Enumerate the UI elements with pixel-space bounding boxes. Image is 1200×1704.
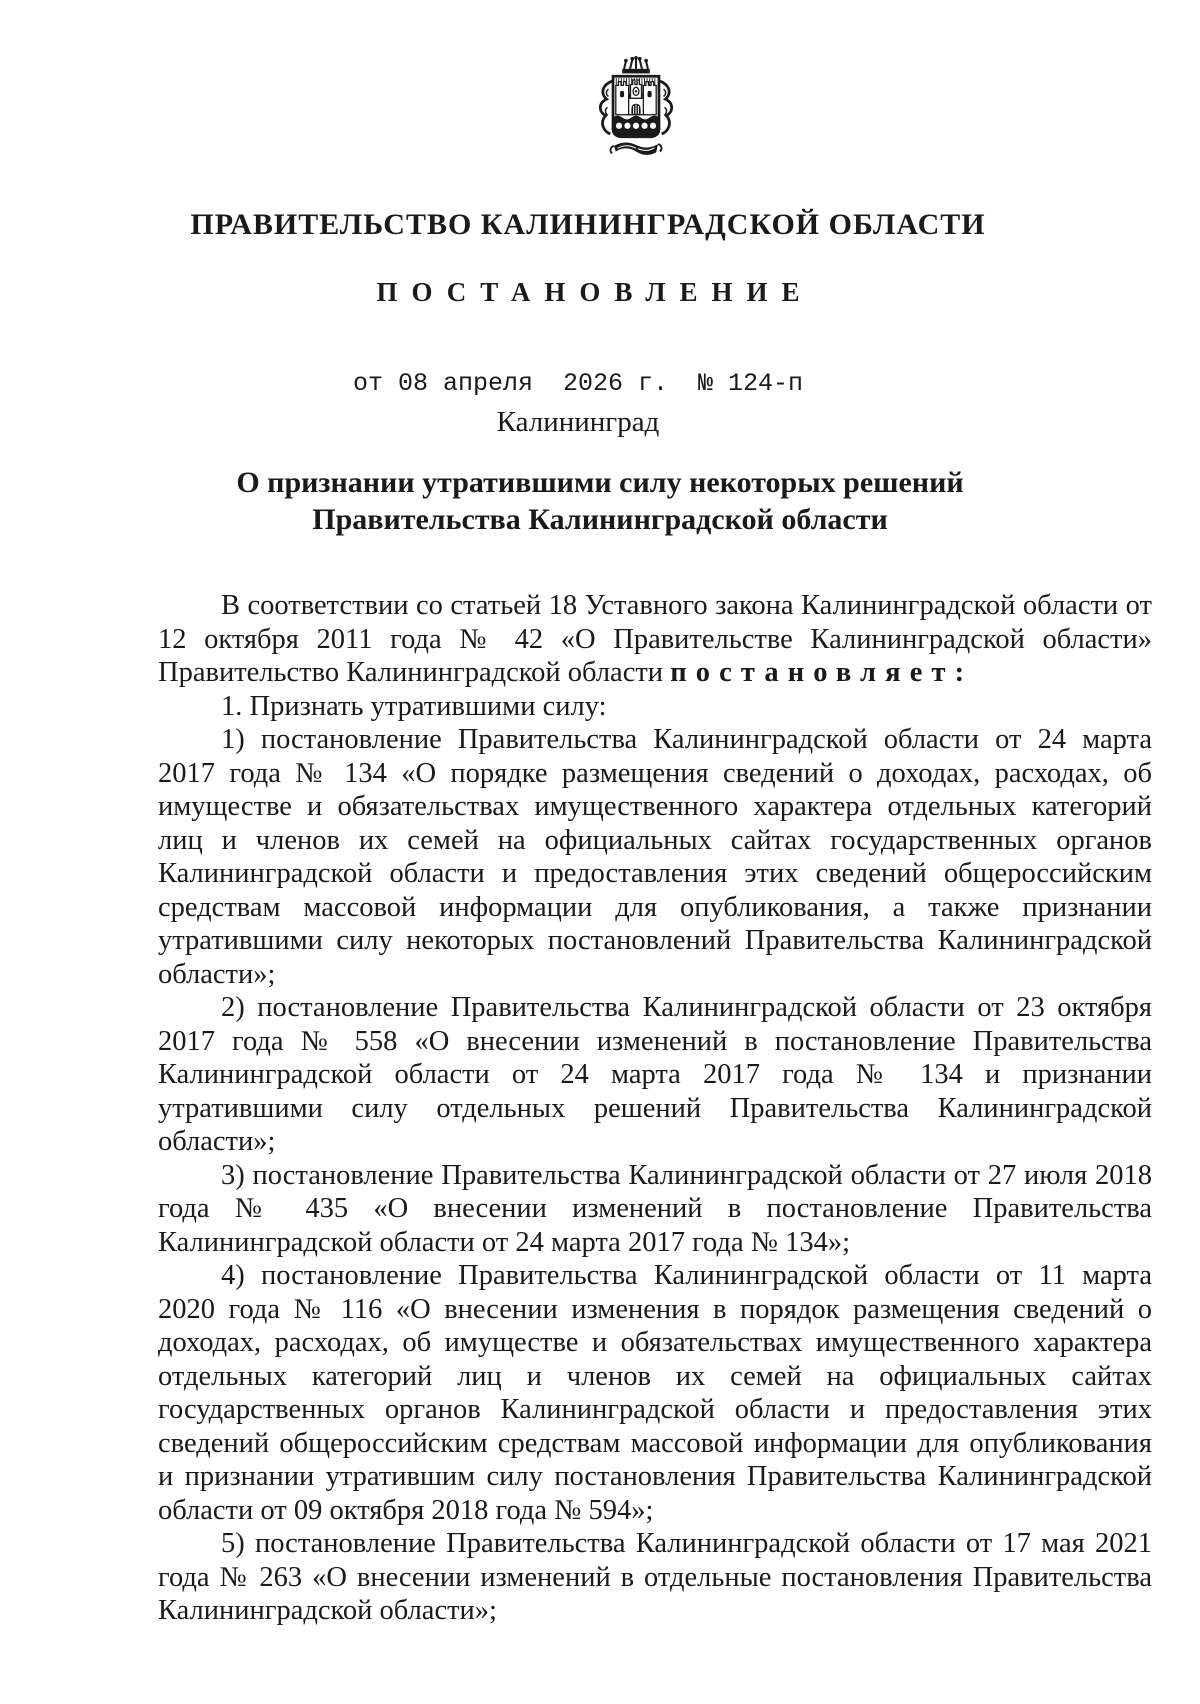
document-title <box>0 464 1200 538</box>
document-title-line-1: О признании утратившими силу некоторых решений <box>236 466 964 499</box>
organization-name: ПРАВИТЕЛЬСТВО КАЛИНИНГРАДСКОЙ ОБЛАСТИ <box>190 208 986 241</box>
document-type-heading: ПОСТАНОВЛЕНИЕ <box>376 277 814 307</box>
intro-paragraph <box>158 589 1152 690</box>
coat-of-arms-icon <box>590 56 682 168</box>
revoked-item-1: 1) постановление Правительства Калининградской области от 24 марта 2017 года № 134 «О порядке размещения сведений о доходах, расходах, об имуществе и обязательствах имущественного характера отдельных категорий лиц и членов их семей на официальных сайтах государственных органов Калининградской области и предоставления этих сведений общероссийским средствам массовой информации для опубликования, а также признании утратившими силу некоторых постановлений Правительства Калининградской области»; <box>158 724 1152 990</box>
intro-text: В соответствии со статьей 18 Уставного закона Калининградской области от 12 октября 2011 года № 42 «О Правительстве Калининградской области» Правительство Калининградской области <box>158 590 1152 688</box>
revoked-item-2: 2) постановление Правительства Калининградской области от 23 октября 2017 года № 558 «О внесении изменений в постановление Правительства Калининградской области от 24 марта 2017 года № 134 и признании утратившими силу отдельных решений Правительства Калининградской области»; <box>158 992 1152 1157</box>
kaliningrad-emblem-graphic <box>590 56 682 168</box>
document-title-line-2: Правительства Калининградской области <box>312 503 888 536</box>
revoked-item-4: 4) постановление Правительства Калининградской области от 11 марта 2020 года № 116 «О внесении изменения в порядок размещения сведений о доходах, расходах, об имуществе и обязательствах имущественного характера отдельных категорий лиц и членов их семей на официальных сайтах государственных органов Калининградской области и предоставления этих сведений общероссийским средствам массовой информации для опубликования и признании утратившим силу постановления Правительства Калининградской области от 09 октября 2018 года № 594»; <box>158 1260 1152 1526</box>
decree-word: постановляет: <box>670 657 974 688</box>
document-city: Калининград <box>496 406 660 438</box>
document-date-number: от 08 апреля 2026 г. № 124-п <box>352 369 804 398</box>
resolve-clause: 1. Признать утратившими силу: <box>221 690 607 722</box>
document-body <box>158 589 1152 1628</box>
revoked-item-5: 5) постановление Правительства Калининградской области от 17 мая 2021 года № 263 «О внесении изменений в отдельные постановления Правительства Калининградской области»; <box>158 1528 1152 1626</box>
revoked-item-3: 3) постановление Правительства Калининградской области от 27 июля 2018 года № 435 «О внесении изменений в постановление Правительства Калининградской области от 24 марта 2017 года № 134»; <box>158 1159 1152 1258</box>
